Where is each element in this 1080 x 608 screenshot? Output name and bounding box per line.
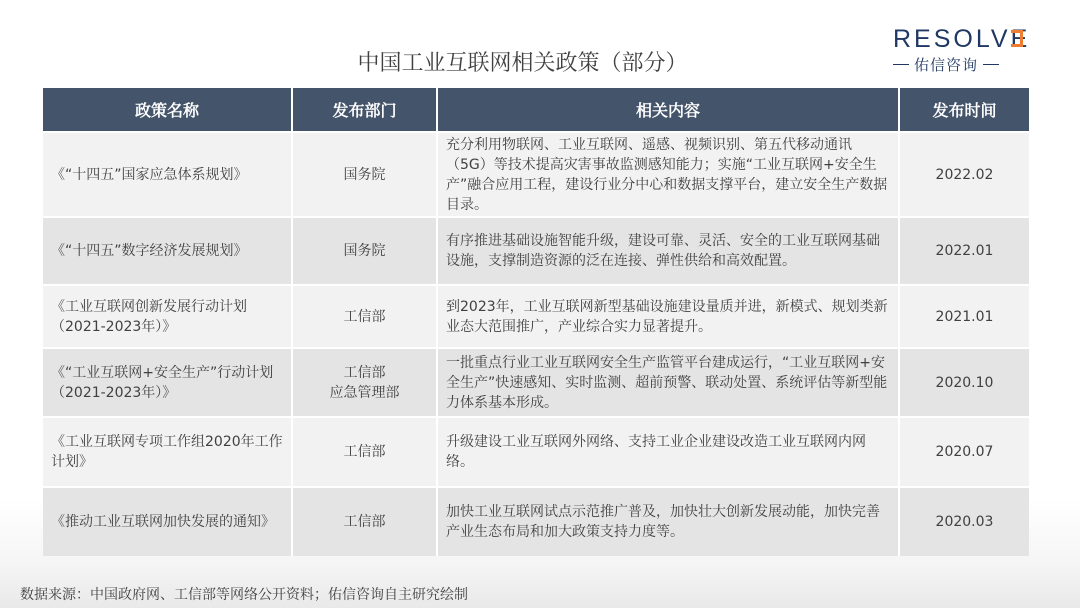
policy-name-cell: 《工业互联网创新发展行动计划（2021-2023年）》	[43, 284, 293, 347]
header-department: 发布部门	[293, 88, 438, 131]
table-row	[43, 131, 1029, 216]
content-cell: 加快工业互联网试点示范推广普及，加快壮大创新发展动能，加快完善产业生态布局和加大政策支持力度等。	[438, 486, 900, 556]
date-cell: 2020.07	[900, 416, 1029, 486]
data-source-note: 数据来源：中国政府网、工信部等网络公开资料；佑信咨询自主研究绘制	[20, 587, 468, 603]
department-cell: 工信部	[293, 284, 438, 347]
logo-accent-mark	[1011, 30, 1023, 47]
content-cell: 一批重点行业工业互联网安全生产监管平台建成运行，“工业互联网+安全生产”快速感知、实时监测、超前预警、联动处置、系统评估等新型能力体系基本形成。	[438, 347, 900, 416]
logo-subtitle: 佑信咨询	[914, 56, 979, 74]
date-cell: 2020.03	[900, 486, 1029, 556]
policy-name-cell: 《“工业互联网+安全生产”行动计划（2021-2023年）》	[43, 347, 293, 416]
content-cell: 有序推进基础设施智能升级，建设可靠、灵活、安全的工业互联网基础设施，支撑制造资源的泛在连接、弹性供给和高效配置。	[438, 216, 900, 284]
department-cell: 工信部 应急管理部	[293, 347, 438, 416]
policy-name-cell: 《“十四五”国家应急体系规划》	[43, 131, 293, 216]
header-date: 发布时间	[900, 88, 1029, 131]
header-policy-name: 政策名称	[43, 88, 293, 131]
page-title: 中国工业互联网相关政策（部分）	[357, 51, 688, 76]
header-content: 相关内容	[438, 88, 900, 131]
table-header-row	[43, 88, 1029, 131]
policy-name-cell: 《推动工业互联网加快发展的通知》	[43, 486, 293, 556]
table-row	[43, 347, 1029, 416]
department-cell: 工信部	[293, 416, 438, 486]
table-row	[43, 284, 1029, 347]
policy-name-cell: 《工业互联网专项工作组2020年工作计划》	[43, 416, 293, 486]
table-row	[43, 416, 1029, 486]
date-cell: 2022.02	[900, 131, 1029, 216]
logo-dash-left	[893, 64, 909, 65]
logo-dash-right	[983, 64, 999, 65]
table-row	[43, 216, 1029, 284]
content-cell: 充分利用物联网、工业互联网、遥感、视频识别、第五代移动通讯（5G）等技术提高灾害事故监测感知能力；实施“工业互联网+安全生产”融合应用工程，建设行业分中心和数据支撑平台，建立安全生产数据目录。	[438, 131, 900, 216]
department-cell: 工信部	[293, 486, 438, 556]
policy-table	[43, 88, 1029, 556]
resolve-logo	[893, 26, 1033, 75]
logo-wordmark: RESOLVE	[893, 25, 1031, 53]
logo-subtitle-row	[893, 54, 1033, 75]
content-cell: 到2023年，工业互联网新型基础设施建设量质并进，新模式、规划类新业态大范围推广，产业综合实力显著提升。	[438, 284, 900, 347]
policy-name-cell: 《“十四五”数字经济发展规划》	[43, 216, 293, 284]
content-cell: 升级建设工业互联网外网络、支持工业企业建设改造工业互联网内网络。	[438, 416, 900, 486]
table-row	[43, 486, 1029, 556]
department-cell: 国务院	[293, 216, 438, 284]
date-cell: 2020.10	[900, 347, 1029, 416]
date-cell: 2021.01	[900, 284, 1029, 347]
department-cell: 国务院	[293, 131, 438, 216]
date-cell: 2022.01	[900, 216, 1029, 284]
